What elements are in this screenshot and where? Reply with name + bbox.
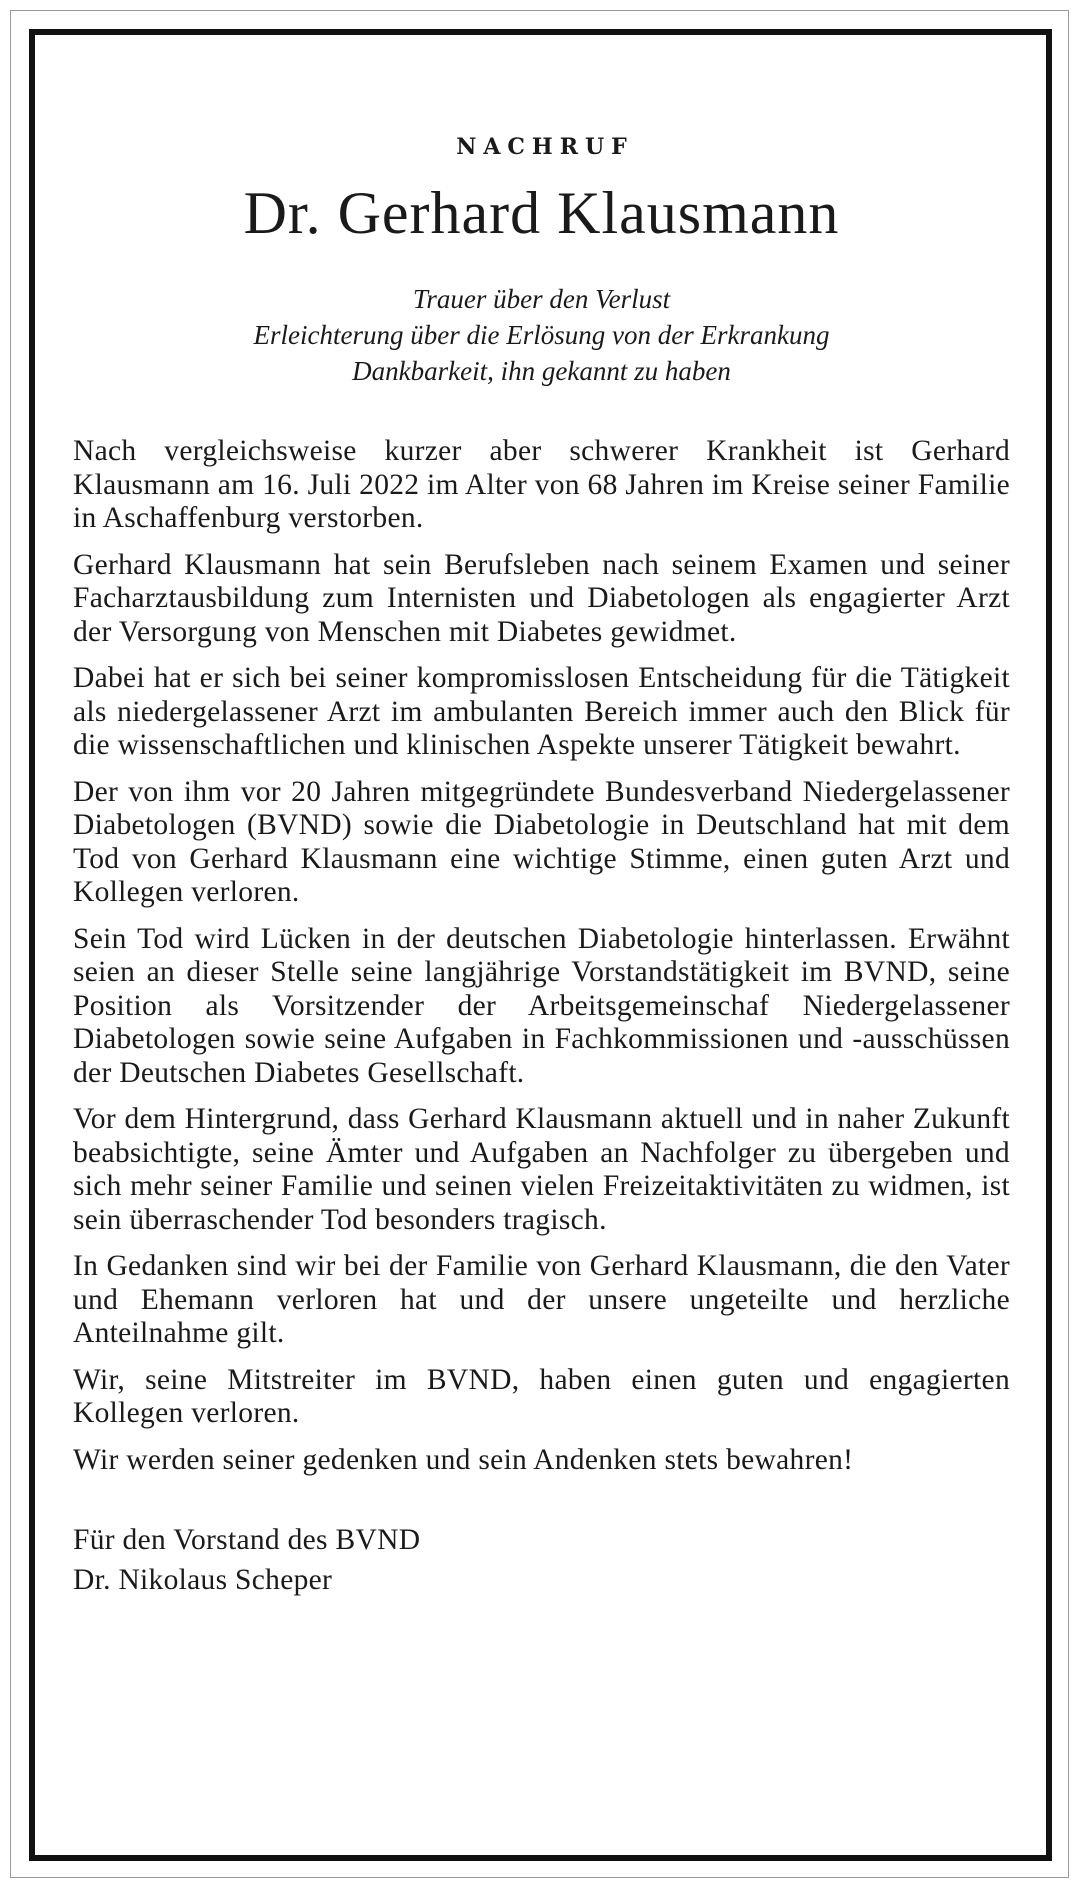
motto-line: Trauer über den Verlust xyxy=(412,284,671,314)
paragraph: Nach vergleichsweise kurzer aber schwerer Krankheit ist Gerhard Klausmann am 16. Juli 2022 im Alter von 68 Jahren im Kreise seiner Familie in Aschaffenburg verstorben. xyxy=(73,435,1010,534)
paragraph: Gerhard Klausmann hat sein Berufsleben nach seinem Examen und seiner Facharztausbildung zum Internisten und Diabetologen als engagierter Arzt der Versorgung von Menschen mit Diabetes gewidmet. xyxy=(73,548,1010,648)
motto-line: Dankbarkeit, ihn gekannt zu haben xyxy=(352,356,731,386)
paragraph: In Gedanken sind wir bei der Familie von Gerhard Klausmann, die den Vater und Ehemann verloren hat und der unsere ungeteilte und herzliche Anteilnahme gilt. xyxy=(73,1250,1010,1349)
obituary-body xyxy=(73,435,1010,1477)
paragraph: Der von ihm vor 20 Jahren mitgegründete Bundesverband Niedergelassener Diabetologen (BVND) sowie die Diabetologie in Deutschland hat mit dem Tod von Gerhard Klausmann eine wichtige Stimme, einen guten Arzt und Kollegen verloren. xyxy=(73,775,1010,908)
obituary-content xyxy=(73,134,1010,1600)
paragraph: Wir, seine Mitstreiter im BVND, haben einen guten und engagierten Kollegen verloren. xyxy=(73,1363,1010,1429)
motto xyxy=(73,281,1010,389)
signature-block xyxy=(73,1520,1010,1600)
signature-person: Dr. Nikolaus Scheper xyxy=(73,1564,333,1596)
paragraph: Dabei hat er sich bei seiner kompromisslosen Entscheidung für die Tätigkeit als niedergelassener Arzt im ambulanten Bereich immer auch den Blick für die wissenschaftlichen und klinischen Aspekte unserer Tätigkeit bewahrt. xyxy=(73,662,1010,761)
paragraph: Vor dem Hintergrund, dass Gerhard Klausmann aktuell und in naher Zukunft beabsichtigte, seine Ämter und Aufgaben an Nachfolger zu übergeben und sich mehr seiner Familie und seinen vielen Freizeitaktivitäten zu widmen, ist sein überraschender Tod besonders tragisch. xyxy=(73,1103,1010,1236)
paragraph: Sein Tod wird Lücken in der deutschen Diabetologie hinterlassen. Erwähnt seien an dieser Stelle seine langjährige Vorstandstätigkeit im BVND, seine Position als Vorsitzender der Arbeitsgemeinschaf Niedergelassener Diabetologen sowie seine Aufgaben in Fachkommissionen und -ausschüssen der Deutschen Diabetes Gesellschaft. xyxy=(73,922,1010,1089)
signature-organization: Für den Vorstand des BVND xyxy=(73,1524,421,1556)
motto-line: Erleichterung über die Erlösung von der Erkrankung xyxy=(253,320,830,350)
deceased-name: Dr. Gerhard Klausmann xyxy=(243,180,840,246)
paragraph: Wir werden seiner gedenken und sein Andenken stets bewahren! xyxy=(73,1443,854,1476)
obituary-kicker: NACHRUF xyxy=(456,134,634,160)
